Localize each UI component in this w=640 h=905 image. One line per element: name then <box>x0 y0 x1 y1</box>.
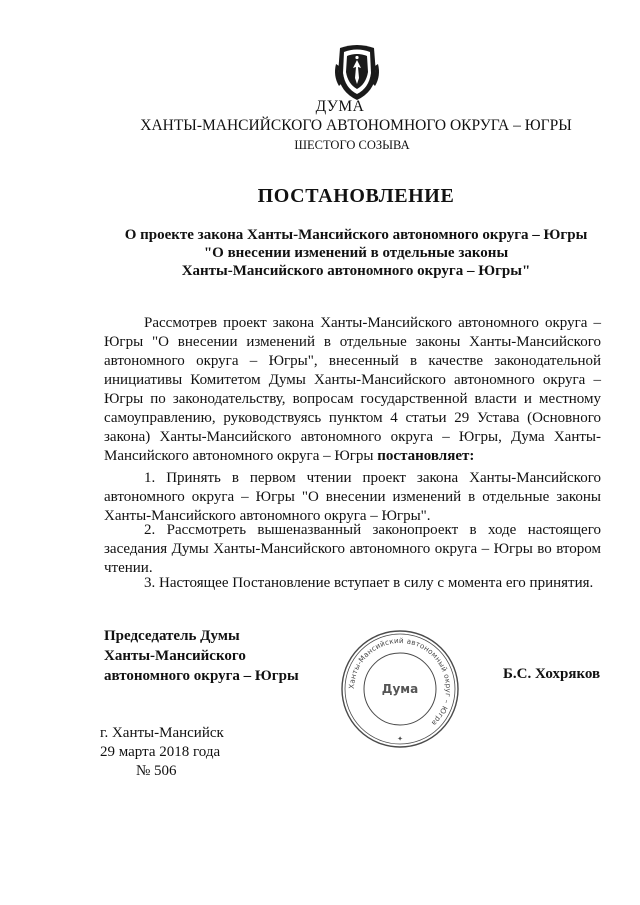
issue-date: 29 марта 2018 года <box>100 744 221 760</box>
svg-text:✦: ✦ <box>397 735 403 743</box>
resolves-keyword: постановляет: <box>377 448 475 464</box>
document-number: № 506 <box>136 763 177 779</box>
round-seal-icon <box>338 627 462 751</box>
subject-line: Ханты-Мансийского автономного округа – Югры" <box>181 263 531 279</box>
resolution-item-3: 3. Настоящее Постановление вступает в силу с момента его принятия. <box>144 575 594 591</box>
subject-line: "О внесении изменений в отдельные законы <box>203 245 509 261</box>
issue-details <box>100 724 224 781</box>
signer-name: Б.С. Хохряков <box>503 666 601 682</box>
chair-title: Председатель Думы Ханты-Мансийского автономного округа – Югры <box>104 628 299 684</box>
resolution-item-1: 1. Принять в первом чтении проект закона Ханты-Мансийского автономного округа – Югры "О внесении изменений в отдельные законы Ханты-Мансийского автономного округа – Югры". <box>104 470 601 524</box>
seal-center-text: Дума <box>381 682 419 696</box>
convocation-label: ШЕСТОГО СОЗЫВА <box>294 138 410 152</box>
okrug-title: ХАНТЫ-МАНСИЙСКОГО АВТОНОМНОГО ОКРУГА – ЮГРЫ <box>140 117 572 134</box>
coat-of-arms-icon <box>332 42 382 102</box>
issue-place: г. Ханты-Мансийск <box>100 725 224 741</box>
seal-ring-text: Ханты-Мансийский автономный округ – Югра <box>346 635 454 728</box>
subject-line: О проекте закона Ханты-Мансийского автономного округа – Югры <box>124 227 588 243</box>
preamble-text: Рассмотрев проект закона Ханты-Мансийского автономного округа – Югры "О внесении изменений в отдельные законы Ханты-Мансийского автономного округа – Югры", внесенный в качестве законодательной инициативы Комитетом Думы Ханты-Мансийского автономного округа – Югры по законодательству, вопросам государственной власти и местному самоуправлению, руководствуясь пунктом 4 статьи 29 Устава (Основного закона) Ханты-Мансийского автономного округа – Югры, Дума Ханты-Мансийского автономного округа – Югры <box>104 315 601 464</box>
resolution-item-2: 2. Рассмотреть вышеназванный законопроект в ходе настоящего заседания Думы Ханты-Мансийского автономного округа – Югры во втором чтении. <box>104 522 601 576</box>
document-type: ПОСТАНОВЛЕНИЕ <box>257 185 455 207</box>
document-subject <box>0 226 640 280</box>
duma-title: ДУМА <box>315 98 365 115</box>
preamble-paragraph <box>104 314 601 466</box>
